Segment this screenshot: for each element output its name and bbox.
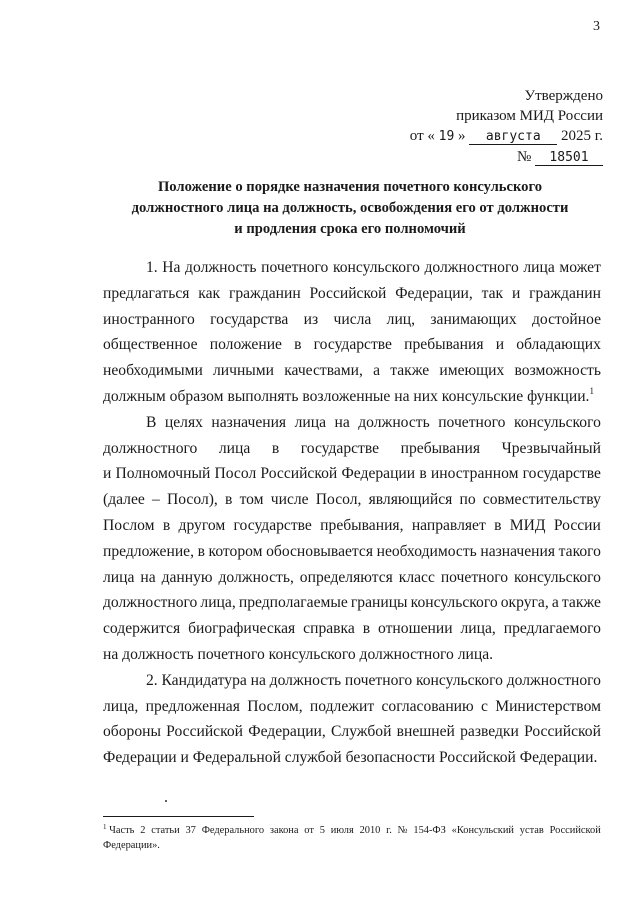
word: В [146,413,157,431]
word: имеющих [439,362,505,380]
word: Посол [214,465,257,483]
date-mid: » [458,128,466,144]
word: в [271,439,280,457]
word: обосновывается [266,542,374,560]
document-body [103,255,601,771]
word: должностного [506,671,601,689]
date-year: 2025 г. [561,128,603,144]
word: статьи [151,825,180,836]
body-line-last: Федерации и Федеральной службой безопасности Российской Федерации. [103,749,598,767]
word: необходимость [376,542,477,560]
word: предложенная [145,697,240,715]
word: должность [185,259,257,276]
approval-stamp [343,86,603,167]
date-prefix: от « [409,128,435,144]
word: $^1$ Часть [103,823,135,836]
body-line-last [103,384,601,410]
number-label: № [516,149,532,165]
body-line [103,332,601,358]
word: лиц, [386,310,416,328]
word: и [495,336,505,354]
word: Посол), [166,491,218,509]
word: назначения [211,413,287,431]
footnote-ref: 1 [589,385,594,396]
word: МИД [509,516,546,534]
word: а [551,594,559,612]
body-line [103,694,601,720]
word: «Консульский [451,825,514,836]
date-day: 19 [438,129,455,144]
word: государстве [300,439,380,457]
body-line [103,565,601,591]
word: почетного [440,568,509,586]
word: на [250,671,266,689]
word: класс [398,568,435,586]
word: с [480,697,488,715]
number-value: 18501 [535,150,603,166]
word: Федерации, [248,723,326,741]
word: На [162,259,181,276]
body-line [103,719,601,745]
word: государства [210,310,289,328]
word: консульского [332,259,420,276]
word: границы [350,594,408,612]
body-line [103,461,601,487]
word: содержится [103,620,181,638]
word: должность [358,413,430,431]
body-line-last: на должность почетного консульского должностного лица. [103,645,494,663]
word: лица, [460,620,496,638]
body-line [103,616,601,642]
word: лица, [103,697,139,715]
word: в [225,491,233,509]
word: Российской [524,723,601,741]
body-line [103,487,601,513]
word: консульского [513,413,601,431]
word: назначения [480,542,556,560]
page-number: 3 [593,19,600,34]
word: лица [218,439,251,457]
word: 2. [146,671,158,689]
word: являющийся [368,491,453,509]
word: Федерации, [395,284,473,302]
footnote [103,823,601,853]
word: внешней [396,723,455,741]
word: 37 [185,825,196,836]
word: лица [103,568,135,586]
word: подлежит [309,697,375,715]
word: Посол, [315,491,362,509]
word: Российской [549,825,601,836]
word: согласованию [381,697,474,715]
title-line: и продления срока его полномочий [234,221,466,237]
word: государстве [313,336,392,354]
word: обладающих [516,336,601,354]
word: предлагаться [103,284,190,302]
body-line [103,281,601,307]
word: пребывания, [320,516,404,534]
word: может [559,259,601,276]
body-line [103,410,601,436]
word: в [419,465,427,483]
word: иностранного [103,310,195,328]
word: отношении [378,620,453,638]
word: возможность [514,362,601,380]
word: общественное [103,336,198,354]
word: положение [209,336,282,354]
word: числа [333,310,372,328]
word: определяются [299,568,393,586]
word: направляет [411,516,486,534]
word: также [390,362,430,380]
footnote-line [103,823,601,838]
word: в [494,516,502,534]
word: предложение, [103,542,194,560]
word: в [197,542,205,560]
word: Российской [260,465,338,483]
word: Послом [103,516,155,534]
document-title [100,177,600,240]
approval-line-2: приказом МИД России [456,108,603,124]
word: гражданин [228,284,301,302]
word: № [397,825,408,836]
word: достойное [531,310,601,328]
word: должность [269,671,342,689]
title-line: должностного лица на должность, освобождения его от должности [131,200,569,216]
word: справка [303,620,355,638]
word: 2 [140,825,146,836]
approval-line-1: Утверждено [524,88,603,104]
word: другом [178,516,226,534]
word: разведки [460,723,519,741]
word: Кандидатура [161,671,247,689]
word: личными [212,362,274,380]
word: на [334,413,350,431]
word: 1. [146,259,158,276]
word: Полномочный [115,465,211,483]
word: государстве [522,465,601,483]
approval-date [343,126,603,147]
word: гражданин [529,284,601,302]
word: пребывания [400,439,481,457]
word: июля [330,825,354,836]
word: из [303,310,319,328]
word: качествами, [284,362,363,380]
word: лица [523,259,555,276]
word: 5 [319,825,325,836]
word: почетного [344,671,413,689]
word: – [152,491,160,509]
word: данную [161,568,213,586]
body-line [103,307,601,333]
word: совместительству [482,491,601,509]
word: такого [558,542,601,560]
word: и [511,284,521,302]
word: необходимыми [103,362,203,380]
word: как [198,284,221,302]
word: должностного [424,259,519,276]
word: закона [269,825,299,836]
word: консульского [410,594,498,612]
word: так [481,284,504,302]
word: Российской [309,284,387,302]
word: должностного [103,439,198,457]
body-line [103,255,601,281]
word: Службой [331,723,392,741]
word: по [459,491,476,509]
body-line [103,539,601,565]
word: округа, [500,594,549,612]
word: от [304,825,314,836]
word: в [362,620,371,638]
word: Федерации [341,465,416,483]
footnote-divider [103,816,254,817]
body-line [103,436,601,462]
word: занимающих [430,310,517,328]
word: (далее [103,491,145,509]
word: Чрезвычайный [501,439,601,457]
word: России [553,516,601,534]
word: консульского [415,671,503,689]
word: пребывания [404,336,484,354]
word: государстве [233,516,312,534]
word: лица [294,413,326,431]
word: предлагаемого [503,620,601,638]
word: лица, [200,594,236,612]
word: иностранном [430,465,519,483]
word: также [561,594,601,612]
word: предполагаемые [238,594,348,612]
footnote-line-last: Федерации». [103,840,160,851]
body-line [103,358,601,384]
word: Послом, [247,697,303,715]
footnote-number: 1 [103,823,107,831]
body-line-text: должным образом выполнять возложенные на них консульские функции. [103,387,590,405]
word: числе [270,491,309,509]
word: том [239,491,264,509]
word: целях [164,413,203,431]
word: Федерального [201,825,265,836]
word: биографическая [188,620,296,638]
date-month: августа [469,129,557,145]
word: почетного [261,259,329,276]
body-line [103,513,601,539]
word: 154-ФЗ [413,825,446,836]
word: 2010 [359,825,381,836]
word: должностного [103,594,198,612]
word: г. [386,825,392,836]
word: консульского [514,568,601,586]
title-line: Положение о порядке назначения почетного консульского [157,179,543,195]
word: а [373,362,381,380]
scan-speck [165,800,167,802]
word: должность, [218,568,294,586]
word: в [294,336,302,354]
word: обороны [103,723,161,741]
word: на [140,568,156,586]
word: котором [208,542,263,560]
body-line [103,668,601,694]
word: и [103,465,112,483]
word: Российской [166,723,244,741]
word: в [162,516,171,534]
word: почетного [438,413,506,431]
body-line [103,590,601,616]
approval-number [343,147,603,167]
word: Министерством [495,697,601,715]
word: устав [519,825,544,836]
